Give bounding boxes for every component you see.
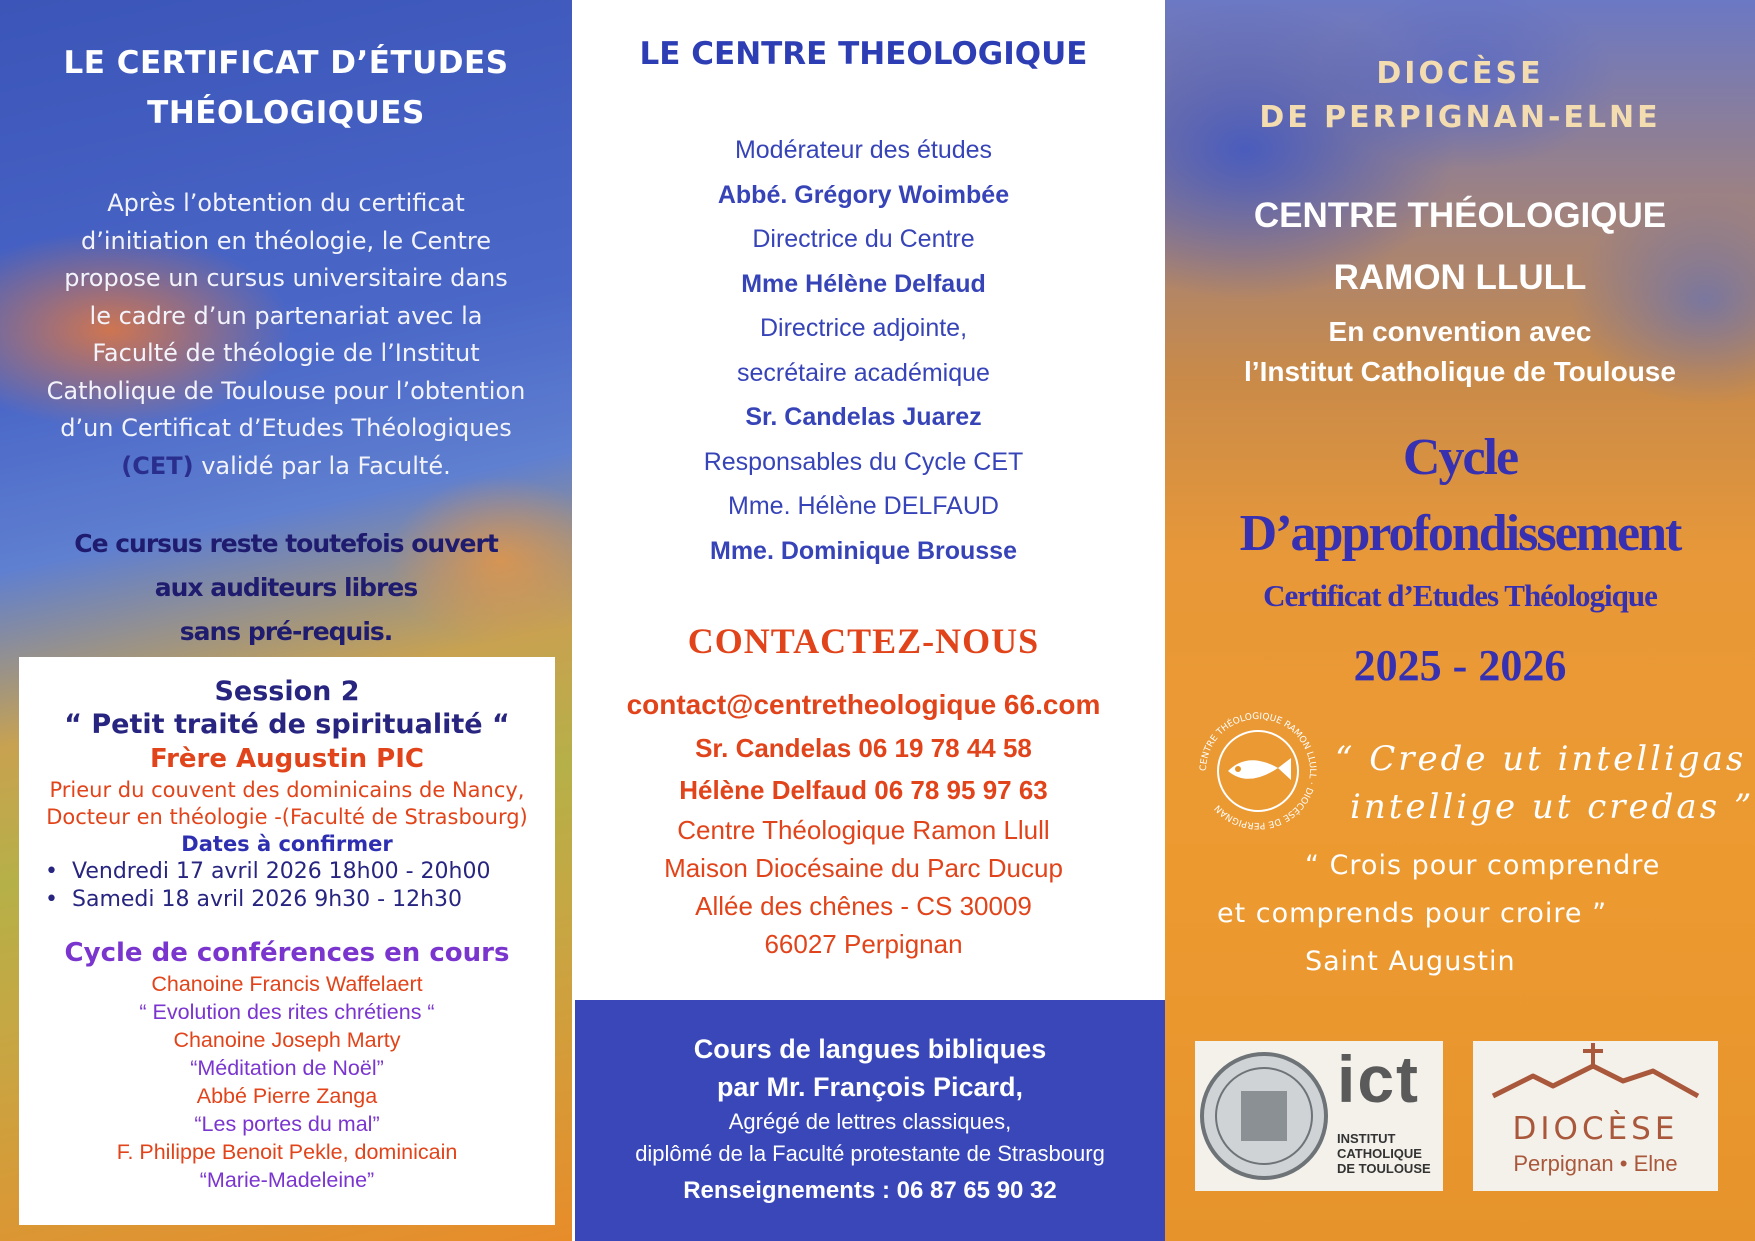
diocese-line: DIOCÈSE (1376, 56, 1544, 91)
latin-line: “ Crede ut intelligas (1335, 739, 1747, 779)
quote-author: Saint Augustin (1305, 946, 1516, 977)
conference-talk: “ Evolution des rites chrétiens “ (139, 1000, 435, 1024)
latin-line: intellige ut credas ” (1350, 787, 1755, 827)
right-panel (1165, 0, 1755, 1241)
latin-quote (1335, 735, 1755, 831)
ict-sub-line: CATHOLIQUE (1337, 1146, 1422, 1161)
centre-seal-icon (1193, 706, 1323, 836)
languages-credential: diplômé de la Faculté protestante de Strasbourg (635, 1141, 1105, 1166)
cet-title (0, 38, 572, 138)
contact-phone[interactable]: Sr. Candelas 06 19 78 44 58 (695, 733, 1032, 763)
diocese-logo-title: DIOCÈSE (1512, 1111, 1679, 1147)
cet-intro (20, 185, 552, 485)
contact-email-link[interactable]: contact@centretheologique 66.com (626, 689, 1101, 720)
conference-talk: “Les portes du mal” (194, 1112, 380, 1136)
ict-sub-line: DE TOULOUSE (1337, 1161, 1431, 1176)
centre-line: RAMON LLULL (1333, 258, 1587, 297)
open-line: Ce cursus reste toutefois ouvert (74, 529, 498, 558)
session-title: “ Petit traité de spiritualité “ (64, 709, 510, 740)
conference-speaker: Abbé Pierre Zanga (196, 1084, 378, 1108)
session-box (19, 657, 555, 1225)
open-access-note (0, 522, 572, 654)
conference-speaker: F. Philippe Benoit Pekle, dominicain (116, 1140, 458, 1164)
dates-label: Dates à confirmer (181, 832, 393, 856)
contact-block (572, 683, 1155, 963)
intro-line (20, 448, 552, 486)
mountain-cross-icon (1473, 1041, 1718, 1111)
languages-title: Cours de langues bibliques (693, 1034, 1047, 1064)
cycle-line: Cycle (1402, 429, 1518, 486)
ict-logo (1195, 1041, 1443, 1191)
address-line: Maison Diocésaine du Parc Ducup (664, 853, 1063, 883)
contact-phone[interactable]: Hélène Delfaud 06 78 95 97 63 (679, 775, 1048, 805)
session-label: Session 2 (214, 676, 360, 707)
address-line: Centre Théologique Ramon Llull (677, 815, 1050, 845)
quote-line: et comprends pour croire ” (1217, 898, 1608, 929)
session-date: • Samedi 18 avril 2026 9h30 - 12h30 (45, 886, 555, 914)
intro-line: propose un cursus universitaire dans (64, 264, 508, 292)
team-person: Abbé. Grégory Woimbée (717, 180, 1010, 209)
team-list (572, 128, 1155, 573)
team-person: Mme. Hélène DELFAUD (728, 492, 999, 520)
ict-sub-line: INSTITUT (1337, 1131, 1396, 1146)
team-role: Directrice adjointe, (759, 314, 968, 342)
session-author: Frère Augustin PIC (149, 744, 424, 774)
certificate-subtitle: Certificat d’Etudes Théologique (1263, 578, 1657, 613)
team-role: secrétaire académique (737, 358, 990, 387)
conferences-heading: Cycle de conférences en cours (64, 938, 510, 968)
cet-title-line1: LE CERTIFICAT D’ÉTUDES (63, 45, 509, 81)
cycle-title (1165, 420, 1755, 572)
conference-talk: “Marie-Madeleine” (199, 1168, 375, 1192)
session-bio: Prieur du couvent des dominicains de Nancy, (49, 778, 525, 802)
languages-info-phone[interactable]: Renseignements : 06 87 65 90 32 (683, 1177, 1057, 1204)
cet-abbrev: (CET) (121, 451, 194, 480)
address-line: 66027 Perpignan (764, 929, 963, 959)
diocese-logo-subtitle: Perpignan • Elne (1513, 1151, 1678, 1176)
centre-title: LE CENTRE THEOLOGIQUE (639, 36, 1088, 72)
intro-line: Après l’obtention du certificat (107, 189, 465, 217)
languages-credential: Agrégé de lettres classiques, (728, 1109, 1012, 1134)
languages-teacher: par Mr. François Picard, (716, 1072, 1024, 1102)
convention-line: En convention avec (1328, 316, 1592, 347)
team-person: Sr. Candelas Juarez (745, 403, 982, 431)
session-dates-list (19, 858, 555, 914)
ict-subtitle (1337, 1131, 1431, 1176)
conference-speaker: Chanoine Joseph Marty (173, 1028, 401, 1052)
cycle-line: D’approfondissement (1239, 505, 1681, 562)
centre-line: CENTRE THÉOLOGIQUE (1253, 196, 1667, 235)
intro-line: d’un Certificat d’Etudes Théologiques (60, 414, 512, 442)
cet-title-line2: THÉOLOGIQUES (147, 95, 425, 131)
session-date: • Vendredi 17 avril 2026 18h00 - 20h00 (45, 858, 555, 886)
team-role: Directrice du Centre (752, 225, 975, 253)
diocese-heading (1165, 52, 1755, 140)
ict-wordmark: ict (1337, 1042, 1421, 1116)
diocese-logo (1473, 1041, 1718, 1191)
team-role: Modérateur des études (734, 136, 993, 164)
diocese-line: DE PERPIGNAN-ELNE (1259, 100, 1661, 135)
open-line: aux auditeurs libres (154, 573, 418, 602)
middle-panel (572, 0, 1165, 1241)
intro-line: le cadre d’un partenariat avec la (89, 301, 483, 330)
academic-years: 2025 - 2026 (1353, 641, 1567, 690)
team-person: Mme. Dominique Brousse (710, 536, 1017, 565)
contact-title: CONTACTEZ-NOUS (687, 621, 1040, 661)
intro-last: validé par la Faculté. (193, 451, 451, 480)
left-panel (0, 0, 572, 1241)
intro-line: Catholique de Toulouse pour l’obtention (46, 376, 526, 405)
team-person: Mme Hélène Delfaud (741, 269, 986, 298)
french-quote (1165, 842, 1755, 986)
intro-line: Faculté de théologie de l’Institut (92, 339, 480, 367)
intro-line: d’initiation en théologie, le Centre (80, 226, 492, 255)
team-role: Responsables du Cycle CET (703, 447, 1024, 476)
ict-seal-icon (1199, 1041, 1329, 1191)
conference-speaker: Chanoine Francis Waffelaert (151, 972, 423, 996)
address-line: Allée des chênes - CS 30009 (695, 891, 1032, 921)
open-line: sans pré-requis. (179, 617, 393, 646)
seal-textpath: CENTRE THÉOLOGIQUE RAMON LLULL · DIOCÈSE DE PERPIGNAN (1198, 711, 1318, 831)
session-bio: Docteur en théologie -(Faculté de Strasbourg) (46, 805, 528, 829)
quote-line: “ Crois pour comprendre (1305, 850, 1661, 881)
bible-languages-box (575, 1000, 1165, 1241)
convention-line: l’Institut Catholique de Toulouse (1244, 356, 1676, 387)
conference-talk: “Méditation de Noël” (190, 1056, 384, 1080)
convention-note (1165, 312, 1755, 392)
centre-name (1165, 185, 1755, 309)
